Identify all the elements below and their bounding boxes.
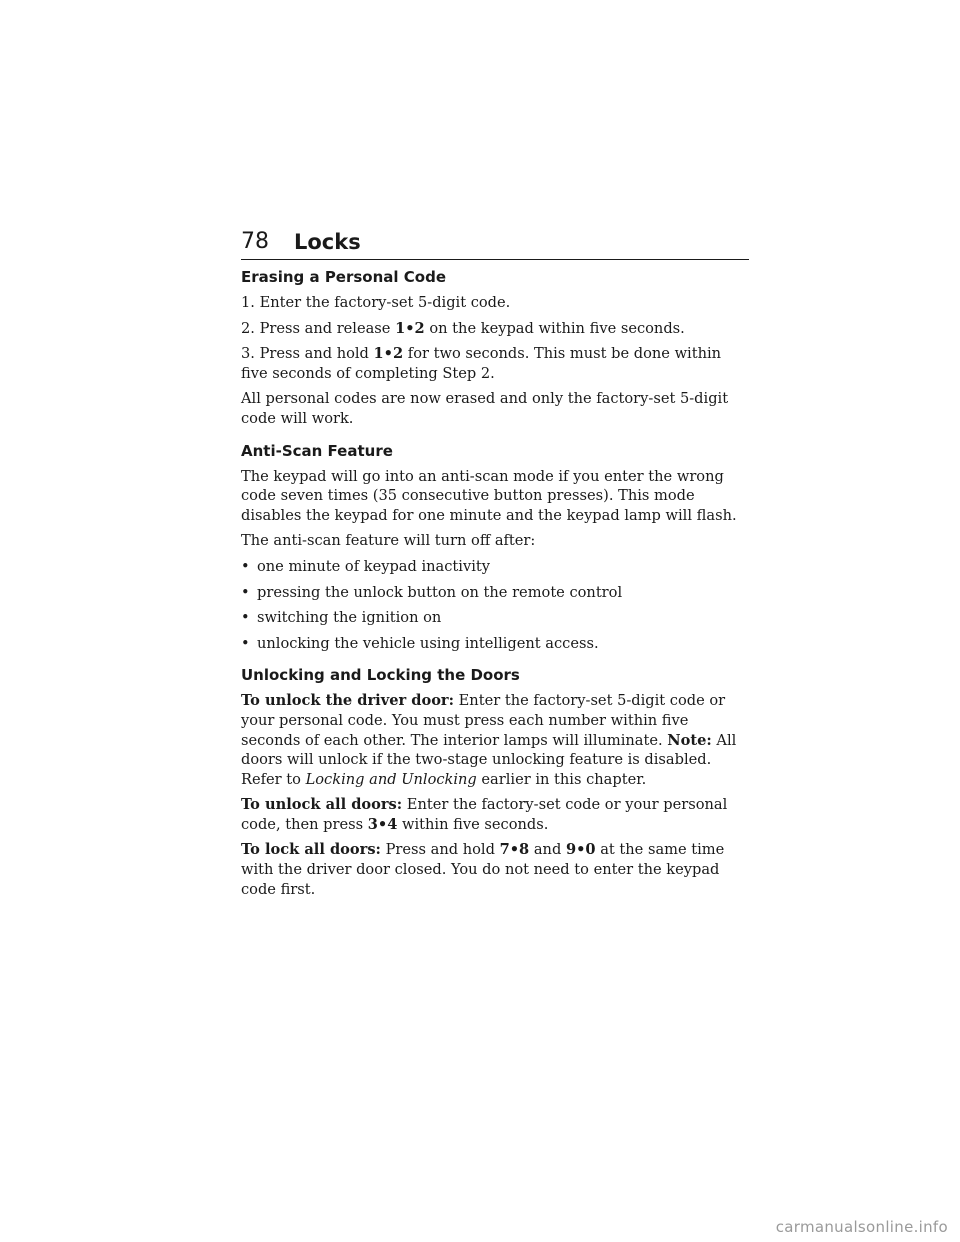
bullet-icon: • [241, 634, 250, 652]
unlock-all-doors-tail: within five seconds. [397, 815, 549, 833]
site-watermark: carmanualsonline.info [775, 1218, 948, 1236]
lock-all-doors-text-a: Press and hold [380, 841, 500, 859]
anti-scan-paragraph-2: The anti-scan feature will turn off after: [241, 532, 536, 550]
list-item-text: pressing the unlock button on the remote control [257, 583, 623, 601]
page-number: 78 [241, 229, 269, 254]
list-item-text: unlocking the vehicle using intelligent access. [257, 634, 599, 652]
erasing-step-1: 1. Enter the factory-set 5-digit code. [241, 294, 511, 311]
section-heading-erasing: Erasing a Personal Code [241, 268, 447, 286]
list-item [241, 557, 749, 577]
unlock-driver-door-text: Enter the factory-set 5-digit code or your personal code. You must press each number within five seconds of each other. The interior lamps will illuminate. [241, 692, 726, 749]
section-heading-anti-scan: Anti-Scan Feature [241, 441, 393, 460]
cross-reference-locking-and-unlocking: Locking and Unlocking [305, 770, 477, 788]
unlock-all-doors-text: Enter the factory-set code or your personal code, then press [241, 796, 728, 833]
unlock-all-doors-lead: To unlock all doors: [241, 796, 403, 814]
erasing-step-3-text-a: 3. Press and hold [241, 345, 374, 363]
erasing-step-3 [241, 344, 749, 383]
note-tail: earlier in this chapter. [476, 770, 647, 788]
unlock-all-doors-paragraph [241, 795, 749, 834]
bullet-icon: • [241, 583, 250, 601]
list-item [241, 634, 749, 654]
chapter-title: Locks [294, 230, 361, 254]
lock-all-doors-text-c: at the same time with the driver door closed. You do not need to enter the keypad code first. [241, 841, 725, 898]
unlock-driver-door-lead: To unlock the driver door: [241, 692, 455, 710]
keypad-key-1-2: 1•2 [395, 319, 425, 337]
list-item [241, 583, 749, 603]
bullet-icon: • [241, 609, 250, 627]
keypad-key-3-4: 3•4 [367, 815, 398, 833]
keypad-key-7-8: 7•8 [499, 841, 530, 859]
keypad-key-1-2: 1•2 [373, 345, 404, 363]
page-header [241, 229, 749, 260]
anti-scan-paragraph-1: The keypad will go into an anti-scan mode if you enter the wrong code seven times (35 consecutive button presses). This mode disables the keypad for one minute and the keypad lamp will flash. [241, 467, 737, 524]
erasing-step-2-text-a: 2. Press and release [241, 319, 396, 337]
lock-all-doors-lead: To lock all doors: [241, 841, 381, 859]
lock-all-doors-text-b: and [529, 841, 566, 859]
anti-scan-bullet-list [241, 557, 749, 653]
list-item-text: one minute of keypad inactivity [257, 557, 490, 575]
lock-all-doors-paragraph [241, 840, 749, 899]
bullet-icon: • [241, 557, 250, 575]
erasing-step-3-text-b: for two seconds. This must be done within five seconds of completing Step 2. [241, 345, 722, 382]
section-heading-unlocking: Unlocking and Locking the Doors [241, 666, 520, 685]
list-item-text: switching the ignition on [257, 609, 442, 627]
keypad-key-9-0: 9•0 [565, 841, 596, 859]
list-item [241, 608, 749, 628]
unlock-driver-door-paragraph [241, 691, 749, 789]
note-text: All doors will unlock if the two-stage unlocking feature is disabled. Refer to [241, 731, 737, 788]
page-content [241, 267, 749, 905]
erasing-step-2-text-b: on the keypad within five seconds. [424, 319, 685, 337]
erasing-result: All personal codes are now erased and only the factory-set 5-digit code will work. [241, 390, 729, 427]
erasing-step-2 [241, 319, 749, 339]
note-lead: Note: [667, 731, 712, 749]
